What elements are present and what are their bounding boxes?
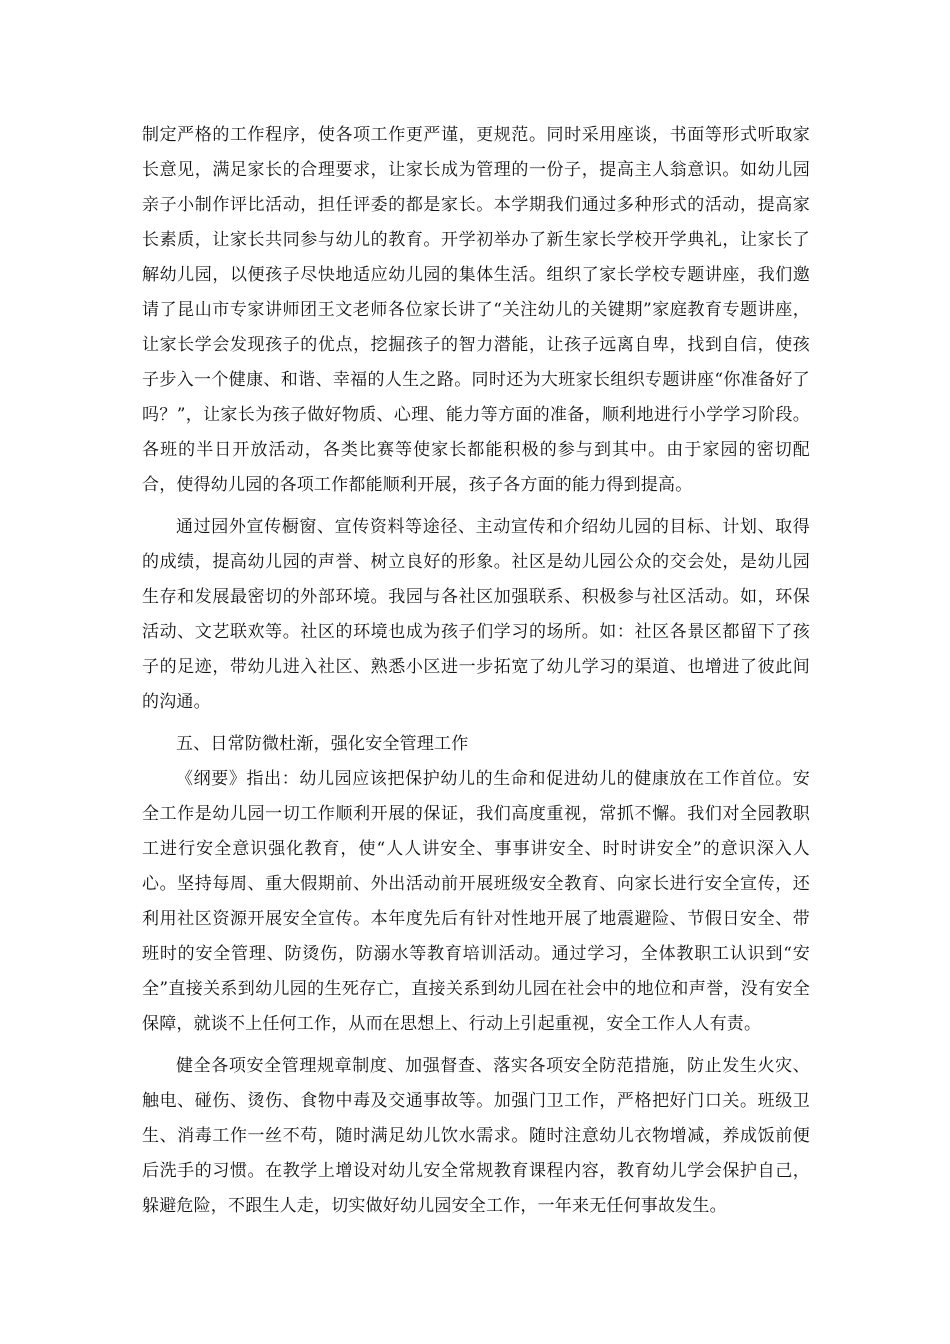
document-body (142, 118, 810, 1224)
paragraph-community-outreach: 通过园外宣传橱窗、宣传资料等途径、主动宣传和介绍幼儿园的目标、计划、取得的成绩，提高幼儿园的声誉、树立良好的形象。社区是幼儿园公众的交会处，是幼儿园生存和发展最密切的外部环境。我园与各社区加强联系、积极参与社区活动。如，环保活动、文艺联欢等。社区的环境也成为孩子们学习的场所。如：社区各景区都留下了孩子的足迹，带幼儿进入社区、熟悉小区进一步拓宽了幼儿学习的渠道、也增进了彼此间的沟通。 (142, 517, 810, 712)
paragraph-safety-measures: 健全各项安全管理规章制度、加强督查、落实各项安全防范措施，防止发生火灾、触电、碰伤、烫伤、食物中毒及交通事故等。加强门卫工作，严格把好门口关。班级卫生、消毒工作一丝不苟，随时满足幼儿饮水需求。随时注意幼儿衣物增减，养成饭前便后洗手的习惯。在教学上增设对幼儿安全常规教育课程内容，教育幼儿学会保护自己，躲避危险，不跟生人走，切实做好幼儿园安全工作，一年来无任何事故发生。 (142, 1056, 810, 1216)
paragraph-parent-involvement: 制定严格的工作程序，使各项工作更严谨，更规范。同时采用座谈，书面等形式听取家长意见，满足家长的合理要求，让家长成为管理的一份子，提高主人翁意识。如幼儿园亲子小制作评比活动，担任评委的都是家长。本学期我们通过多种形式的活动，提高家长素质，让家长共同参与幼儿的教育。开学初举办了新生家长学校开学典礼，让家长了解幼儿园，以便孩子尽快地适应幼儿园的集体生活。组织了家长学校专题讲座，我们邀请了昆山市专家讲师团王文老师各位家长讲了“关注幼儿的关键期”家庭教育专题讲座，让家长学会发现孩子的优点，挖掘孩子的智力潜能，让孩子远离自卑，找到自信，使孩子步入一个健康、和谐、幸福的人生之路。同时还为大班家长组织专题讲座“你准备好了吗？”，让家长为孩子做好物质、心理、能力等方面的准备，顺利地进行小学学习阶段。各班的半日开放活动，各类比赛等使家长都能积极的参与到其中。由于家园的密切配合，使得幼儿园的各项工作都能顺利开展，孩子各方面的能力得到提高。 (142, 125, 810, 495)
section-heading-safety: 五、日常防微杜渐，强化安全管理工作 (176, 734, 469, 754)
paragraph-safety-outline: 《纲要》指出：幼儿园应该把保护幼儿的生命和促进幼儿的健康放在工作首位。安全工作是幼儿园一切工作顺利开展的保证，我们高度重视，常抓不懈。我们对全园教职工进行安全意识强化教育，使“人人讲安全、事事讲安全、时时讲安全”的意识深入人心。坚持每周、重大假期前、外出活动前开展班级安全教育、向家长进行安全宣传，还利用社区资源开展安全宣传。本年度先后有针对性地开展了地震避险、节假日安全、带班时的安全管理、防烫伤，防溺水等教育培训活动。通过学习，全体教职工认识到“安全”直接关系到幼儿园的生死存亡，直接关系到幼儿园在社会中的地位和声誉，没有安全保障，就谈不上任何工作，从而在思想上、行动上引起重视，安全工作人人有责。 (142, 769, 810, 1034)
